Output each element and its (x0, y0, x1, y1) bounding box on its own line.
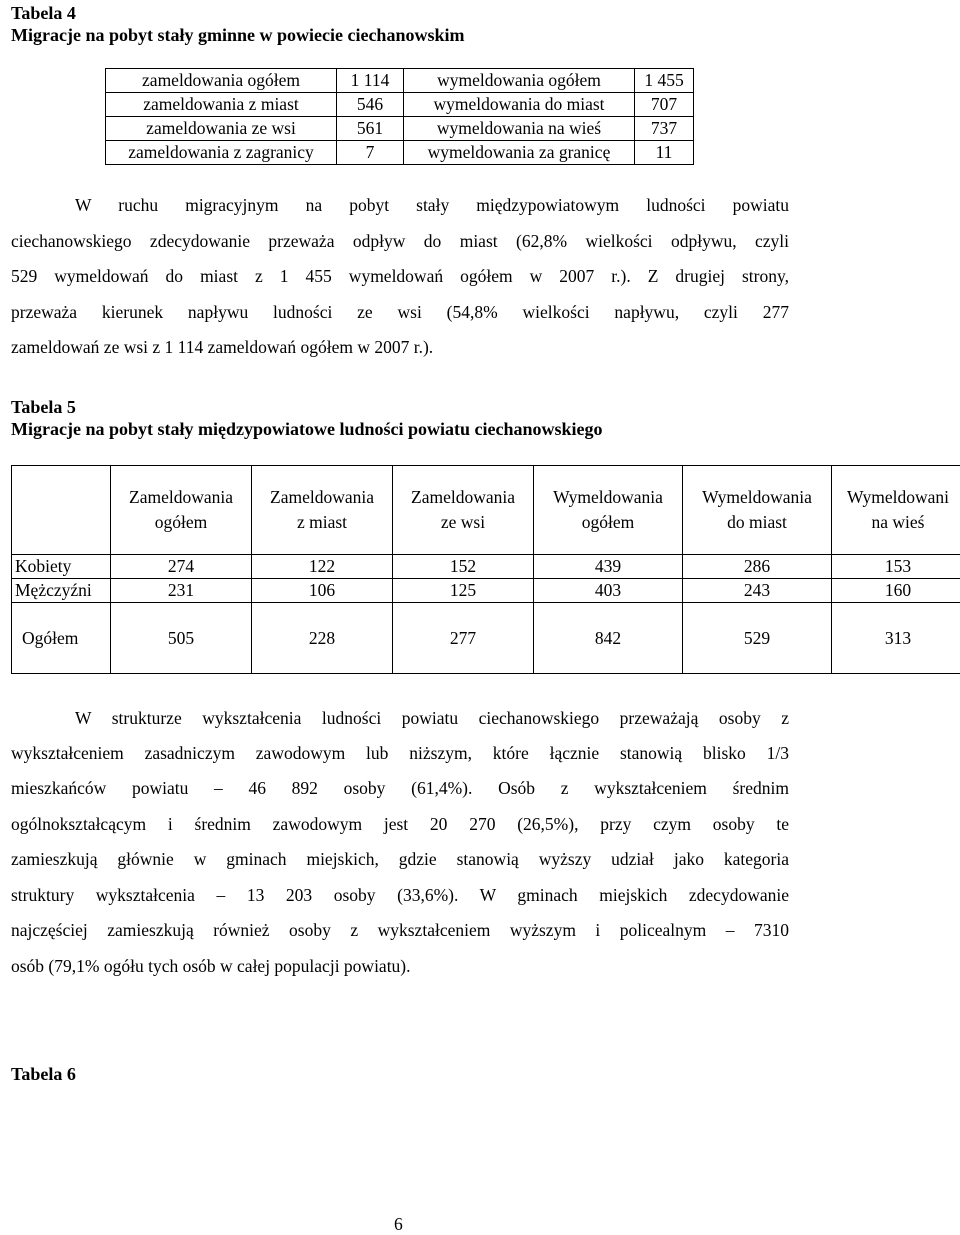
paragraph-line: 529 wymeldowań do miast z 1 455 wymeldowań ogółem w 2007 r.). Z drugiej strony, (11, 266, 789, 287)
paragraph-line: ogólnokształcącym i średnim zawodowym jest 20 270 (26,5%), przy czym osoby te (11, 814, 789, 835)
table-cell: wymeldowania do miast (404, 93, 635, 117)
table-header-row (12, 466, 960, 555)
table-cell: 125 (393, 579, 534, 603)
column-header: Wymeldowania ogółem (534, 466, 683, 555)
table-cell: 313 (832, 603, 960, 674)
paragraph-line: najczęściej zamieszkują również osoby z wykształceniem wyższym i policealnym – 7310 (11, 920, 789, 941)
column-header: Zameldowania ze wsi (393, 466, 534, 555)
table-row (12, 555, 960, 579)
row-label: Kobiety (12, 555, 111, 579)
table-cell: 403 (534, 579, 683, 603)
table-row (106, 69, 694, 93)
table6-label: Tabela 6 (11, 1063, 76, 1085)
column-header: Zameldowania z miast (252, 466, 393, 555)
row-label: Ogółem (12, 603, 111, 674)
table4-title: Migracje na pobyt stały gminne w powiecie ciechanowskim (11, 24, 464, 46)
paragraph-line: W strukturze wykształcenia ludności powiatu ciechanowskiego przeważają osoby z (75, 708, 789, 729)
table-row (106, 117, 694, 141)
table-cell: 842 (534, 603, 683, 674)
paragraph-line: zamieszkują głównie w gminach miejskich, gdzie stanowią wyższy udział jako kategoria (11, 849, 789, 870)
table-cell: 505 (111, 603, 252, 674)
table-cell: 439 (534, 555, 683, 579)
table-cell: 737 (635, 117, 694, 141)
paragraph-line: struktury wykształcenia – 13 203 osoby (33,6%). W gminach miejskich zdecydowanie (11, 885, 789, 906)
table-cell: 561 (337, 117, 404, 141)
table-cell: 11 (635, 141, 694, 165)
table4 (105, 68, 694, 165)
paragraph-line: ciechanowskiego zdecydowanie przeważa odpływ do miast (62,8% wielkości odpływu, czyli (11, 231, 789, 252)
table-cell: 7 (337, 141, 404, 165)
table-cell: 274 (111, 555, 252, 579)
paragraph-line: mieszkańców powiatu – 46 892 osoby (61,4%). Osób z wykształceniem średnim (11, 778, 789, 799)
table-cell: 546 (337, 93, 404, 117)
table-row-total (12, 603, 960, 674)
table-cell: zameldowania z miast (106, 93, 337, 117)
table5-title: Migracje na pobyt stały międzypowiatowe ludności powiatu ciechanowskiego (11, 418, 603, 440)
table5-label: Tabela 5 (11, 396, 76, 418)
table-cell: 277 (393, 603, 534, 674)
table-cell: 286 (683, 555, 832, 579)
table-cell: 106 (252, 579, 393, 603)
column-header: Zameldowania ogółem (111, 466, 252, 555)
table-row (106, 141, 694, 165)
paragraph-line: zameldowań ze wsi z 1 114 zameldowań ogółem w 2007 r.). (11, 337, 433, 358)
table-cell: 122 (252, 555, 393, 579)
row-label: Mężczyźni (12, 579, 111, 603)
table5 (11, 465, 960, 674)
table-cell: 152 (393, 555, 534, 579)
table-cell: wymeldowania na wieś (404, 117, 635, 141)
paragraph-line: osób (79,1% ogółu tych osób w całej populacji powiatu). (11, 956, 411, 977)
table-cell: 707 (635, 93, 694, 117)
table-cell: wymeldowania za granicę (404, 141, 635, 165)
table-cell: 228 (252, 603, 393, 674)
table-cell: 153 (832, 555, 960, 579)
paragraph-line: wykształceniem zasadniczym zawodowym lub niższym, które łącznie stanowią blisko 1/3 (11, 743, 789, 764)
table-cell: 160 (832, 579, 960, 603)
table-cell: 243 (683, 579, 832, 603)
table-cell: zameldowania z zagranicy (106, 141, 337, 165)
table-cell: zameldowania ze wsi (106, 117, 337, 141)
table-row (12, 579, 960, 603)
column-header: Wymeldowani na wieś (832, 466, 960, 555)
table-cell: 231 (111, 579, 252, 603)
table-cell: 1 455 (635, 69, 694, 93)
paragraph-line: W ruchu migracyjnym na pobyt stały międzypowiatowym ludności powiatu (75, 195, 789, 216)
page-number: 6 (394, 1214, 403, 1235)
table-row (106, 93, 694, 117)
table-cell: wymeldowania ogółem (404, 69, 635, 93)
column-header (12, 466, 111, 555)
table4-label: Tabela 4 (11, 2, 76, 24)
table-cell: 1 114 (337, 69, 404, 93)
column-header: Wymeldowania do miast (683, 466, 832, 555)
table-cell: zameldowania ogółem (106, 69, 337, 93)
paragraph-line: przeważa kierunek napływu ludności ze wsi (54,8% wielkości napływu, czyli 277 (11, 302, 789, 323)
table-cell: 529 (683, 603, 832, 674)
